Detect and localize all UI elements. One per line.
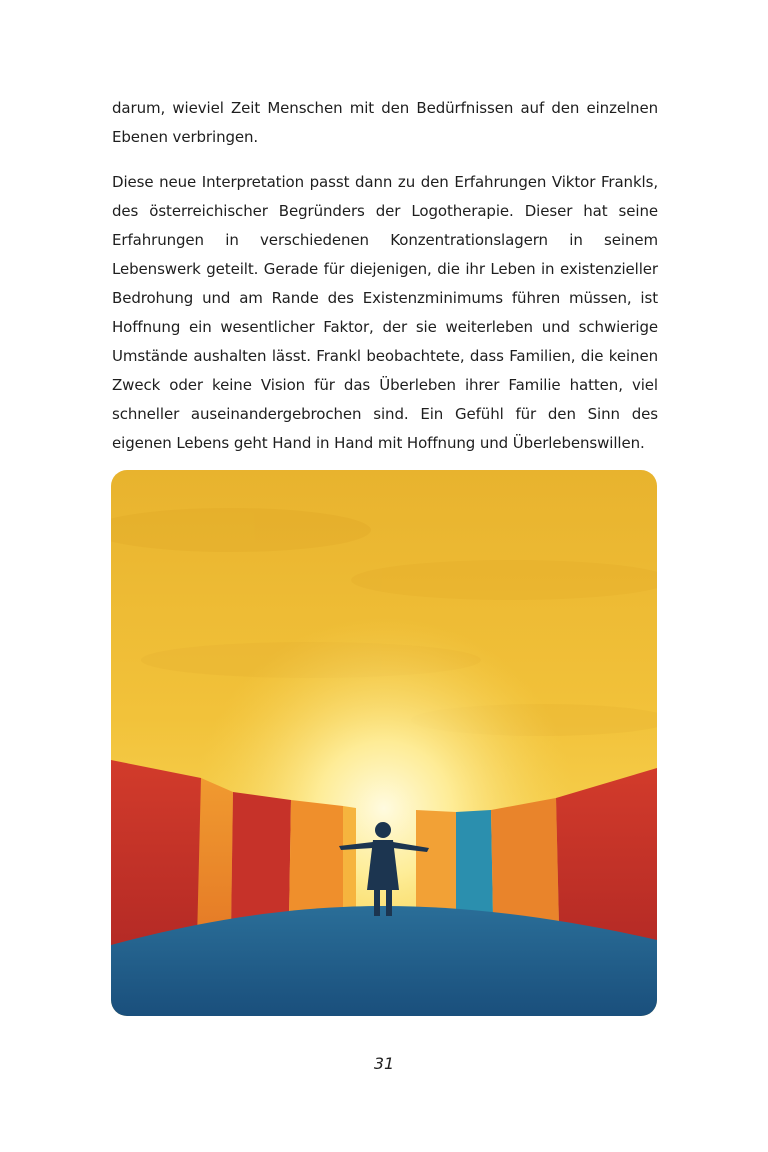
wall-right-teal: [456, 810, 493, 915]
wall-left-red: [231, 792, 291, 930]
wall-right-outer: [556, 768, 657, 950]
wall-right-orange: [491, 798, 559, 925]
wall-left-outer: [111, 760, 201, 950]
wall-left-edge: [343, 806, 356, 912]
illustration-artwork: [111, 470, 657, 1016]
wall-left-inner-orange: [289, 800, 343, 920]
page-number: 31: [373, 1054, 395, 1073]
paragraph: Diese neue Interpretation passt dann zu den Erfahrungen Viktor Frankls, des österreichischer Begründers der Logotherapie. Dieser hat seine Erfahrungen in verschiedenen Konzentrationslagern in seinem Lebenswerk geteilt. Gerade für diejenigen, die ihr Leben in existenzieller Bedrohung und am Rande des Existenzminimums führen müssen, ist Hoffnung ein wesentlicher Faktor, der sie weiterleben und schwierige Umstände aushalten lässt. Frankl beobachtete, dass Familien, die keinen Zweck oder keine Vision für das Überleben ihrer Familie hatten, viel schneller auseinandergebrochen sind. Ein Gefühl für den Sinn des eigenen Lebens geht Hand in Hand mit Hoffnung und Überlebenswillen.: [112, 173, 658, 452]
illustration-hope-figure: [111, 470, 657, 1016]
paragraph: darum, wieviel Zeit Menschen mit den Bedürfnissen auf den einzelnen Ebenen verbringen.: [112, 99, 658, 146]
wall-right-inner-orange: [416, 810, 456, 910]
body-text: [112, 94, 658, 474]
wall-left-orange: [197, 778, 233, 940]
